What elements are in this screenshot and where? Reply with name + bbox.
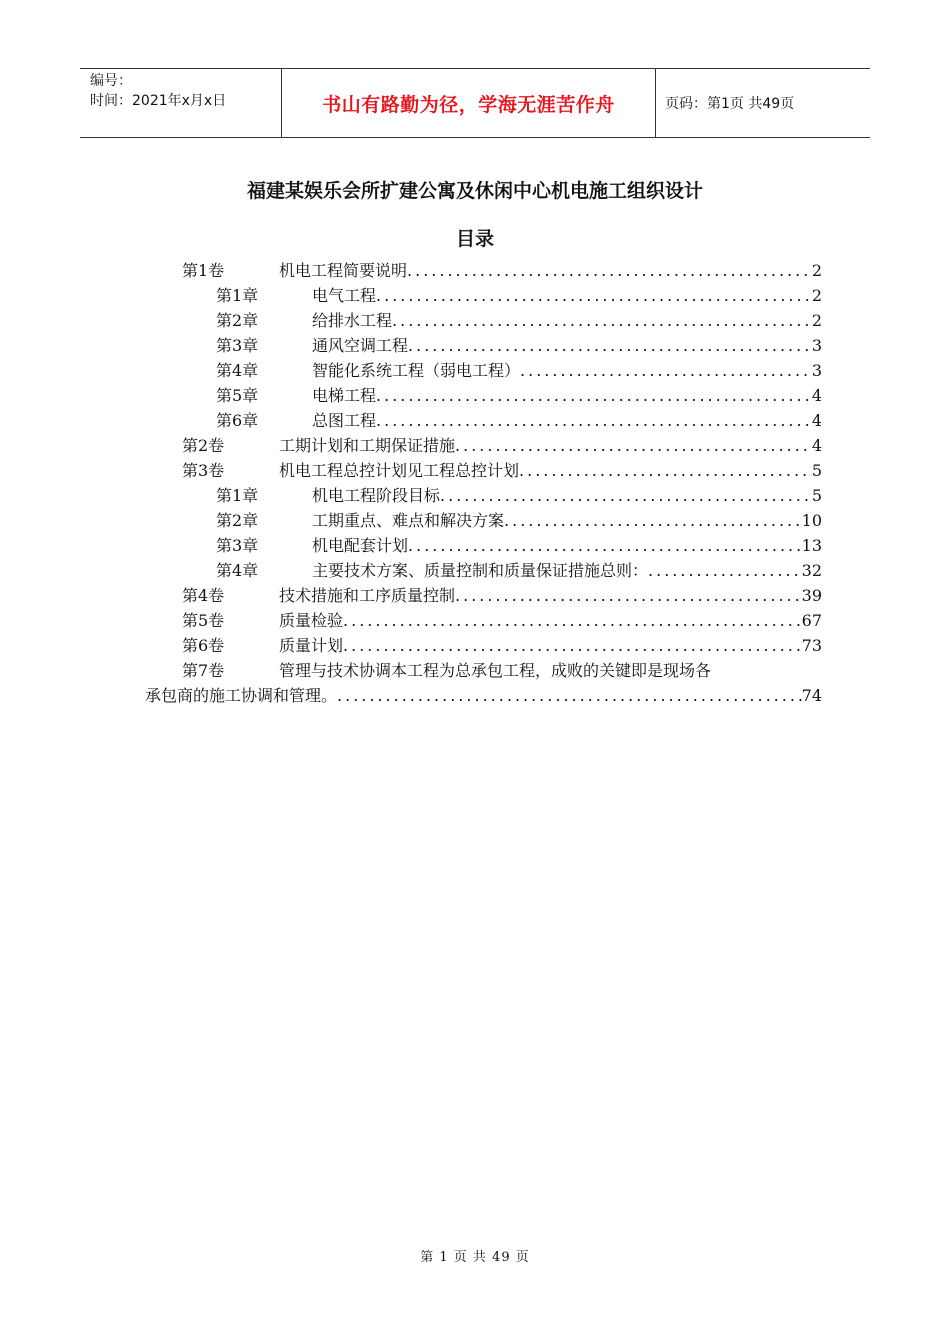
toc-entry-title: 电气工程 bbox=[312, 286, 377, 305]
page-footer: 第 1 页 共 49 页 bbox=[420, 1250, 530, 1265]
toc-entry[interactable] bbox=[216, 483, 822, 508]
header-table bbox=[80, 68, 870, 138]
toc-entry-page: 2 bbox=[811, 286, 822, 305]
toc-entry-page: 5 bbox=[811, 486, 822, 505]
toc-entry[interactable] bbox=[182, 258, 822, 283]
toc-entry[interactable] bbox=[182, 633, 822, 658]
toc-leader-dots bbox=[440, 483, 812, 508]
toc-entry[interactable] bbox=[216, 358, 822, 383]
toc-entry-title: 机电工程阶段目标 bbox=[312, 486, 441, 505]
toc-entry-number: 第4卷 bbox=[182, 586, 225, 605]
toc-entry-page: 67 bbox=[801, 611, 822, 630]
toc-entry[interactable] bbox=[216, 383, 822, 408]
toc-entry-title: 承包商的施工协调和管理。 bbox=[145, 686, 338, 705]
toc-leader-dots bbox=[408, 333, 812, 358]
toc-entry-continuation[interactable] bbox=[145, 683, 822, 708]
toc-heading: 目录 bbox=[455, 228, 494, 250]
toc-entry-title: 工期计划和工期保证措施 bbox=[279, 436, 456, 455]
toc-entry-title: 质量计划 bbox=[279, 636, 344, 655]
toc-leader-dots bbox=[343, 633, 802, 658]
toc-entry[interactable] bbox=[182, 583, 822, 608]
toc-leader-dots bbox=[376, 408, 812, 433]
toc-entry-number: 第2卷 bbox=[182, 436, 225, 455]
toc-entry-title: 机电工程简要说明 bbox=[279, 261, 408, 280]
toc-leader-dots bbox=[520, 358, 812, 383]
toc-entry[interactable] bbox=[216, 558, 822, 583]
toc-entry-title: 电梯工程 bbox=[312, 386, 377, 405]
toc-entry-title: 机电配套计划 bbox=[312, 536, 409, 555]
header-page-cell bbox=[655, 69, 870, 137]
toc-leader-dots bbox=[407, 258, 812, 283]
toc-entry-number: 第1卷 bbox=[182, 261, 225, 280]
toc-entry-number: 第6章 bbox=[216, 411, 259, 430]
toc-entry-page: 74 bbox=[801, 686, 822, 705]
toc-entry-page: 3 bbox=[811, 336, 822, 355]
serial-label: 编号： bbox=[90, 73, 132, 89]
toc-entry-number: 第4章 bbox=[216, 561, 259, 580]
toc-entry-title: 质量检验 bbox=[279, 611, 344, 630]
toc-entry-page: 2 bbox=[811, 311, 822, 330]
page-info: 页码：第1页 共49页 bbox=[665, 96, 795, 112]
toc-entry[interactable] bbox=[216, 408, 822, 433]
toc-entry-page: 3 bbox=[811, 361, 822, 380]
toc-leader-dots bbox=[337, 683, 802, 708]
toc-leader-dots bbox=[343, 608, 802, 633]
toc-entry-title: 机电工程总控计划见工程总控计划 bbox=[279, 461, 520, 480]
toc-leader-dots bbox=[455, 583, 802, 608]
toc-leader-dots bbox=[519, 458, 812, 483]
time-label: 时间：2021年x月x日 bbox=[90, 93, 227, 109]
toc-entry-number: 第5章 bbox=[216, 386, 259, 405]
toc-entry-page: 4 bbox=[811, 386, 822, 405]
toc-entry-title: 技术措施和工序质量控制 bbox=[279, 586, 456, 605]
toc-entry[interactable] bbox=[182, 608, 822, 633]
toc-leader-dots bbox=[392, 308, 812, 333]
toc-entry[interactable] bbox=[182, 433, 822, 458]
toc-entry[interactable] bbox=[216, 308, 822, 333]
toc-entry-page: 39 bbox=[801, 586, 822, 605]
toc-entry-number: 第3卷 bbox=[182, 461, 225, 480]
toc-leader-dots bbox=[376, 383, 812, 408]
toc-entry-number: 第3章 bbox=[216, 536, 259, 555]
toc-entry-page: 5 bbox=[811, 461, 822, 480]
toc-entry-number: 第3章 bbox=[216, 336, 259, 355]
toc-leader-dots bbox=[504, 508, 802, 533]
toc-entry-title: 管理与技术协调本工程为总承包工程，成败的关键即是现场各 bbox=[279, 661, 712, 680]
toc-entry-page: 4 bbox=[811, 436, 822, 455]
toc-entry[interactable] bbox=[216, 283, 822, 308]
toc-entry-title: 总图工程 bbox=[312, 411, 377, 430]
toc-entry-number: 第7卷 bbox=[182, 661, 225, 680]
toc-entry[interactable] bbox=[182, 458, 822, 483]
toc-entry-page: 10 bbox=[801, 511, 822, 530]
toc-entry-page: 32 bbox=[801, 561, 822, 580]
toc-leader-dots bbox=[648, 558, 802, 583]
toc-entry-page: 13 bbox=[801, 536, 822, 555]
toc-entry-page: 2 bbox=[811, 261, 822, 280]
toc-entry-page: 4 bbox=[811, 411, 822, 430]
toc-entry[interactable] bbox=[216, 508, 822, 533]
toc-entry-page: 73 bbox=[801, 636, 822, 655]
motto-text: 书山有路勤为径，学海无涯苦作舟 bbox=[322, 93, 615, 116]
toc-entry[interactable] bbox=[216, 533, 822, 558]
header-meta-cell bbox=[80, 69, 281, 137]
toc-entry-title: 通风空调工程 bbox=[312, 336, 409, 355]
toc-entry-number: 第1章 bbox=[216, 286, 259, 305]
toc-entry-number: 第6卷 bbox=[182, 636, 225, 655]
toc-leader-dots bbox=[408, 533, 802, 558]
header-motto-cell bbox=[281, 69, 656, 137]
toc-entry-number: 第1章 bbox=[216, 486, 259, 505]
toc-entry-number: 第2章 bbox=[216, 311, 259, 330]
toc-leader-dots bbox=[455, 433, 812, 458]
toc-leader-dots bbox=[376, 283, 812, 308]
document-title: 福建某娱乐会所扩建公寓及休闲中心机电施工组织设计 bbox=[246, 180, 703, 202]
toc-entry-title: 工期重点、难点和解决方案 bbox=[312, 511, 505, 530]
toc-entry[interactable] bbox=[182, 658, 822, 683]
toc-entry-number: 第4章 bbox=[216, 361, 259, 380]
toc-entry-title: 智能化系统工程（弱电工程） bbox=[312, 361, 521, 380]
toc-entry-number: 第2章 bbox=[216, 511, 259, 530]
toc-entry-number: 第5卷 bbox=[182, 611, 225, 630]
toc-entry[interactable] bbox=[216, 333, 822, 358]
toc-entry-title: 给排水工程 bbox=[312, 311, 393, 330]
toc-entry-title: 主要技术方案、质量控制和质量保证措施总则： bbox=[312, 561, 649, 580]
